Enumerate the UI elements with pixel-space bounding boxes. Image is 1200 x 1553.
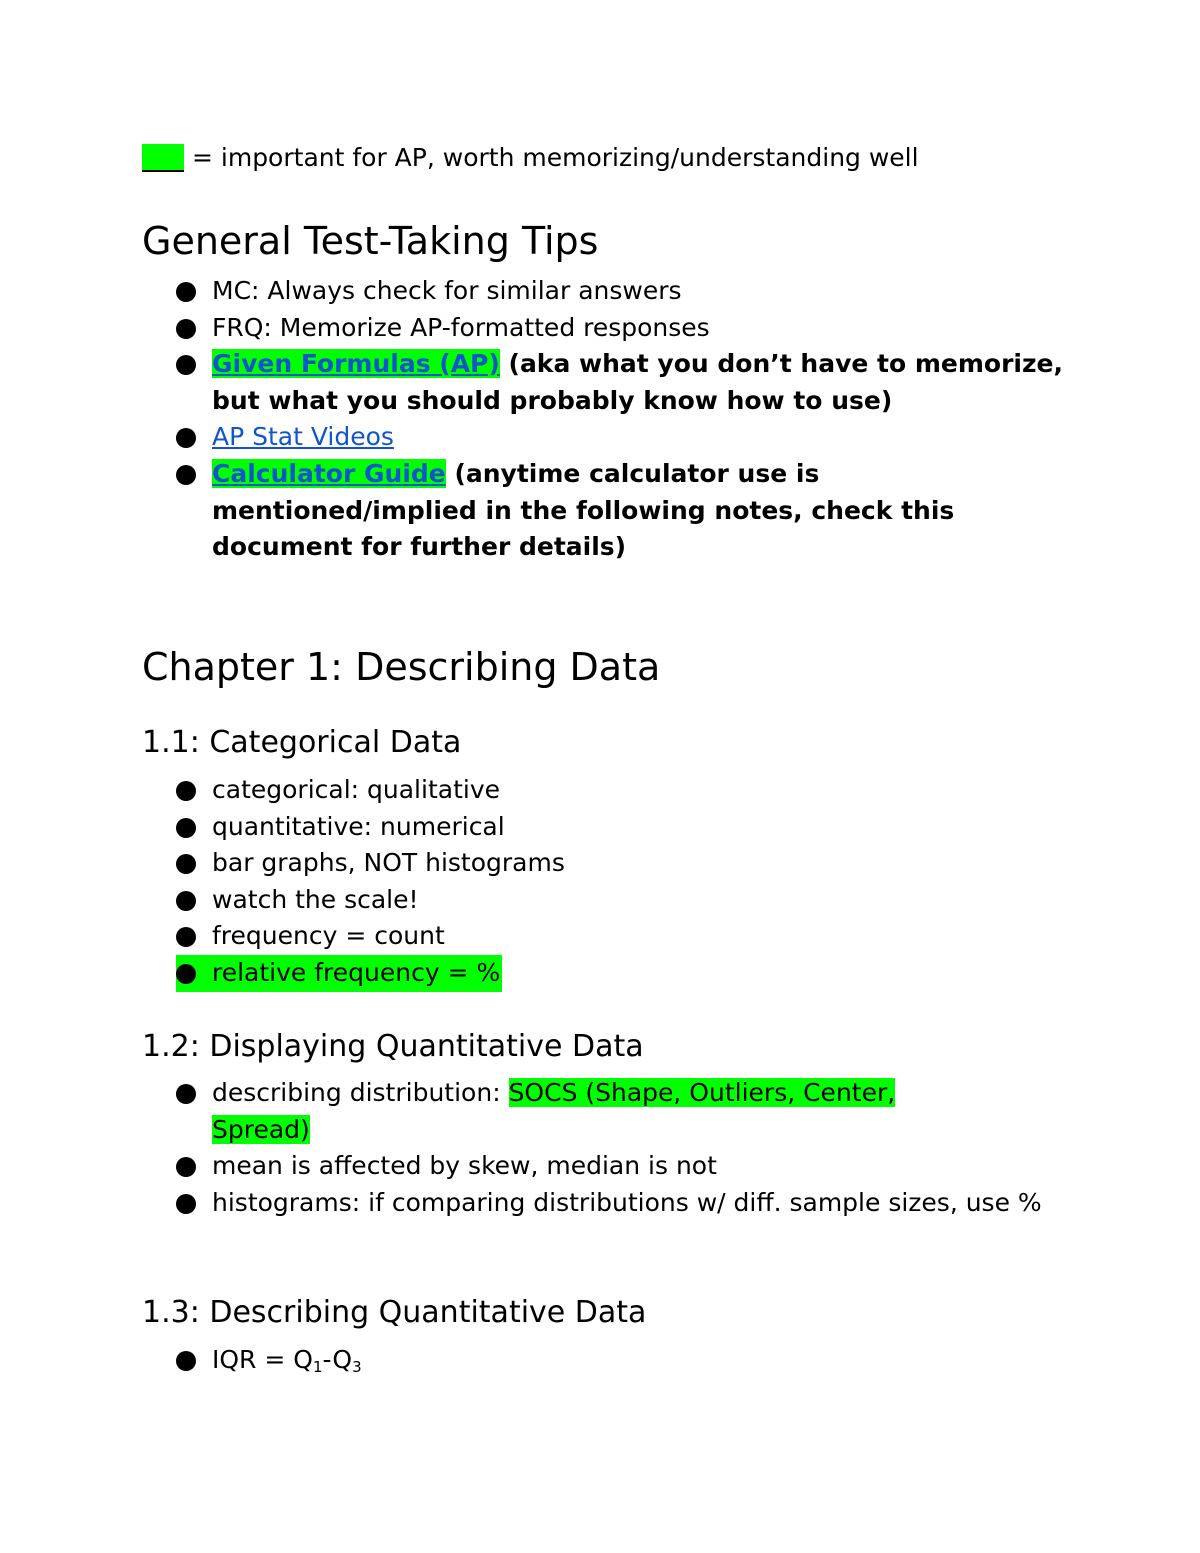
- highlight-row: relative frequency = %: [176, 955, 502, 992]
- section-heading-1-3: 1.3: Describing Quantitative Data: [142, 1295, 647, 1330]
- bullet-icon: [176, 891, 196, 911]
- bullet-icon: [176, 781, 196, 801]
- list-item: Calculator Guide (anytime calculator use is mentioned/implied in the following notes, check this document for further details): [212, 456, 1072, 566]
- section-heading-1-1: 1.1: Categorical Data: [142, 725, 462, 760]
- bullet-icon: [176, 319, 196, 339]
- section-1-2-list: [212, 1075, 1072, 1221]
- list-item: histograms: if comparing distributions w/ diff. sample sizes, use %: [212, 1185, 1072, 1222]
- bullet-icon: [176, 1084, 196, 1104]
- bullet-icon: [176, 465, 196, 485]
- bullet-icon: [176, 1157, 196, 1177]
- list-item: MC: Always check for similar answers: [212, 273, 1072, 310]
- list-item: Given Formulas (AP) (aka what you don’t have to memorize, but what you should probably know how to use): [212, 346, 1072, 419]
- ap-stat-videos-link[interactable]: AP Stat Videos: [212, 422, 394, 452]
- bullet-icon: [176, 854, 196, 874]
- list-item: describing distribution: SOCS (Shape, Outliers, Center, Spread): [212, 1075, 1072, 1148]
- list-item: watch the scale!: [212, 882, 1072, 919]
- socs-highlight-cont: Spread): [212, 1114, 310, 1144]
- bullet-icon: [176, 1194, 196, 1214]
- bullet-icon: [176, 428, 196, 448]
- bullet-icon: [176, 964, 196, 984]
- bullet-icon: [176, 282, 196, 302]
- tips-heading: General Test-Taking Tips: [142, 219, 599, 263]
- legend-text: = important for AP, worth memorizing/understanding well: [192, 143, 919, 172]
- list-item: [212, 955, 1072, 992]
- section-1-3-list: [212, 1342, 1072, 1386]
- list-item: [212, 419, 1072, 456]
- tips-list: [212, 273, 1072, 566]
- list-item: mean is affected by skew, median is not: [212, 1148, 1072, 1185]
- bullet-icon: [176, 927, 196, 947]
- section-1-1-list: [212, 772, 1072, 992]
- bullet-icon: [176, 1351, 196, 1371]
- highlight-legend: [142, 142, 919, 174]
- section-heading-1-2: 1.2: Displaying Quantitative Data: [142, 1029, 644, 1064]
- given-formulas-link[interactable]: Given Formulas (AP): [212, 349, 500, 379]
- list-item: categorical: qualitative: [212, 772, 1072, 809]
- list-item: FRQ: Memorize AP-formatted responses: [212, 310, 1072, 347]
- socs-highlight: SOCS (Shape, Outliers, Center,: [508, 1078, 896, 1107]
- list-item: IQR = $Q_1-Q_3$: [212, 1342, 1072, 1386]
- list-item: bar graphs, NOT histograms: [212, 845, 1072, 882]
- bullet-icon: [176, 355, 196, 375]
- list-item: quantitative: numerical: [212, 809, 1072, 846]
- list-item: frequency = count: [212, 918, 1072, 955]
- calculator-guide-link[interactable]: Calculator Guide: [212, 458, 446, 488]
- bullet-icon: [176, 818, 196, 838]
- highlight-swatch: [142, 144, 184, 172]
- chapter-heading: Chapter 1: Describing Data: [142, 645, 661, 689]
